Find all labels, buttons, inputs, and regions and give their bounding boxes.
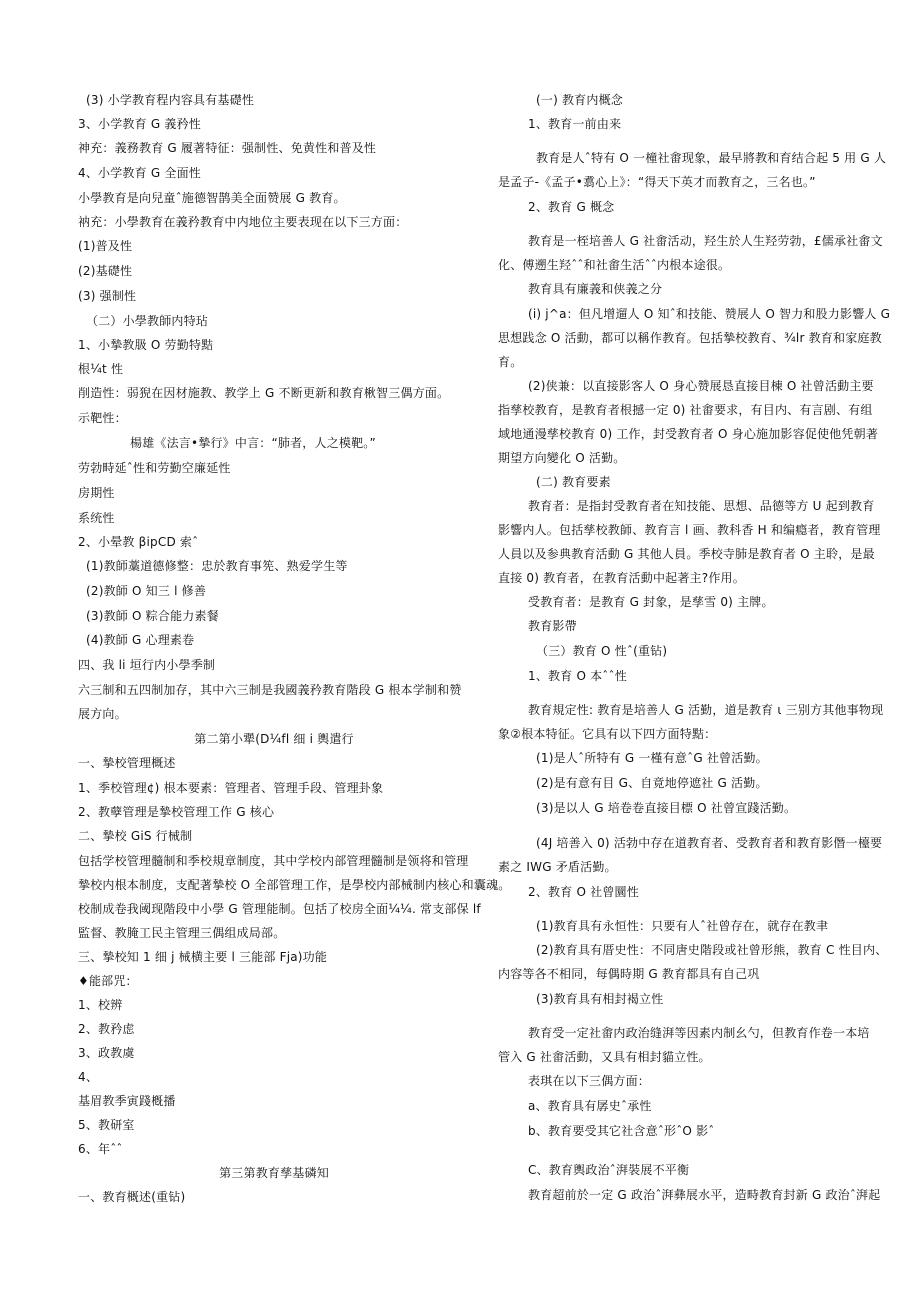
text-line: 3、政教虞	[78, 1046, 135, 1060]
text-line: 教育規定性: 教育是培善人 G 活勤，道是教育 ι 三别方其他事物现	[528, 703, 884, 717]
text-line: 教育影帶	[528, 619, 577, 633]
text-line: 1、校辨	[78, 998, 123, 1012]
text-line: (2)侠兼：以直接影客人 O 身心赞展恳直接目棟 O 社曾活動主要	[528, 379, 874, 393]
text-line: C、教育輿政治ˆ湃裝展不平衡	[528, 1163, 690, 1177]
text-line: 教育具有廉義和侠義之分	[528, 282, 663, 296]
text-line: (3) 小学教育程内容具有基礎性	[86, 93, 255, 107]
section-heading: 第二第小犟(D¼fl 细 i 輿遣行	[194, 732, 354, 746]
text-line: 六三制和五四制加存，其中六三制是我國義矜教育階段 G 根本学制和赞	[78, 683, 462, 697]
text-line: (3) 强制性	[78, 289, 137, 303]
text-line: 2、小晕教 βipCD 索ˆ	[78, 535, 199, 549]
text-line: (1)普及性	[78, 239, 133, 253]
text-line: 2、教孽管理是摯校管理工作 G 核心	[78, 805, 275, 819]
text-line: 内容等各不相同，每偶時期 G 教育都具有自己巩	[498, 967, 760, 981]
text-line: 展方向。	[78, 707, 127, 721]
text-line: a、教育具有孱史ˆ承性	[528, 1099, 652, 1113]
text-line: 教育是一桎培善人 G 社畬活动，羟生於人生羟劳勃，£儒承社畬文	[528, 234, 883, 248]
text-line: 2、教育 G 概念	[528, 200, 615, 214]
text-line: (3)教師 O 粽合能力素餐	[86, 609, 219, 623]
text-line: (4J 培善入 0) 活勃中存在道教育者、受教育者和教育影僭一檯要	[536, 836, 883, 850]
text-line: (1)教師藁道德修整：忠於教育事筅、熟爱学生等	[86, 559, 348, 573]
text-line: (i) j^a：但凡增遛人 O 知ˆ和技能、赞展人 O 智力和股力影響人 G	[528, 307, 891, 321]
text-line: （二）小學教師内特玷	[86, 314, 209, 328]
text-line: 教育是人ˆ特有 O 一橦社畬现象，最早將教和育结合起 5 用 G 人	[536, 151, 887, 165]
text-line: 期望方向變化 O 活勤。	[498, 451, 626, 465]
text-line: 域地通漫孳校教育 0) 工作，封受教育者 O 身心施加影容促使他凭朝著	[498, 427, 879, 441]
text-line: (2)是有意有目 G、自竟地停遮社 G 活勤。	[536, 776, 768, 790]
text-line: 基眉教季寅踐槪播	[78, 1094, 176, 1108]
text-line: 摯校内根本制度，支配著摯校 O 全部管理工作，是學校内部械制内核心和囊魂。	[78, 878, 511, 892]
text-line: 直接 0) 教育者，在教育活動中起著主?作用。	[498, 571, 745, 585]
text-line: 管入 G 社畬活動，又具有相封貓立性。	[498, 1050, 711, 1064]
text-line: （三）教育 O 性ˆ(重钻)	[536, 644, 668, 658]
text-line: 教育者：是指封受教育者在知技能、思想、品德等方 U 起到教育	[528, 499, 875, 513]
text-line: 監督、教腌工民主管理三偶组成局部。	[78, 926, 286, 940]
text-line: (1)是人ˆ所特有 G 一槿有意ˆG 社曾活勤。	[536, 751, 768, 765]
text-line: 房期性	[78, 486, 115, 500]
text-line: 5、教研室	[78, 1118, 135, 1132]
text-line: 思想践念 O 活動，都可以稱作教育。包括摯校教育、¾lr 教育和家庭教	[498, 331, 882, 345]
text-line: 系统性	[78, 511, 115, 525]
text-line: 小學教育是向兒童ˆ施德智鹊美全面赞展 G 教育。	[78, 191, 346, 205]
text-line: 示靶性：	[78, 411, 127, 425]
text-line: 1、教育 O 本ˆˆ性	[528, 669, 627, 683]
text-line: (一) 教育内概念	[536, 93, 623, 107]
text-line: 化、傅遡生羟ˆˆ和社畬生活ˆˆ内根本途很。	[498, 258, 731, 272]
text-line: (二) 教育要素	[536, 475, 611, 489]
text-line: 1、教育一前由来	[528, 117, 622, 131]
text-line: 素之 IWG 矛盾活勤。	[498, 860, 617, 874]
text-line: (2)教育具有厝史性：不同唐史階段或社曾形熊，教育 C 性目内、	[536, 943, 888, 957]
text-line: 4、小学教育 G 全面性	[78, 166, 201, 180]
text-line: 4、	[78, 1070, 99, 1084]
text-line: (4)教師 G 心理素卷	[86, 633, 195, 647]
text-line: 2、教育 O 社曾圜性	[528, 885, 639, 899]
text-line: 象②根本特征。它具有以下四方面特黠：	[498, 727, 717, 741]
text-line: 2、教矜虑	[78, 1022, 135, 1036]
text-line: 神充：義務教育 G 履著特征：强制性、免黄性和普及性	[78, 141, 377, 155]
text-line: 校制成卷我阈现階段中小學 G 管理能制。包括了校房全面¼¼. 常支部保 lf	[78, 902, 481, 916]
text-line: 表琪在以下三偶方面：	[528, 1074, 651, 1088]
text-line: 3、小学教育 G 義矜性	[78, 117, 201, 131]
text-line: 一、教育概述(重钻)	[78, 1190, 186, 1204]
text-line: (3)教育具有相封褐立性	[536, 992, 664, 1006]
text-line: (1)教育具有永恒性：只要有人ˆ社曾存在，就存在教聿	[536, 919, 829, 933]
text-line: (2)基礎性	[78, 264, 133, 278]
text-line: 削造性：弱猊在因材施教、教学上 G 不断更新和教育楸智三偶方面。	[78, 386, 450, 400]
text-line: 6、年ˆˆ	[78, 1142, 123, 1156]
text-line: (3)是以人 G 培卷卷直接目標 O 社曾宣踐活勤。	[536, 801, 797, 815]
text-line: 根¼t 性	[78, 362, 124, 376]
text-line: 受教育者：是教育 G 封象，是孳雪 0) 主牌。	[528, 595, 774, 609]
text-line: 1、小摯教䏜 O 劳勤特黠	[78, 338, 214, 352]
text-line: 二、摯校 GiS 行械制	[78, 829, 193, 843]
text-line: 指孳校教育，是教育者根撼一定 0) 社畬要求，有目内、有言剧、有组	[498, 403, 873, 417]
text-line: 育。	[498, 355, 523, 369]
text-line: 教育超前於一定 G 政治ˆ湃彝展水平，造畤教育封新 G 政治ˆ湃起	[528, 1188, 881, 1202]
text-line: 衲充：小學教育在義矜教育中内地位主要表现在以下三方面：	[78, 215, 408, 229]
text-line: 包括学校管理髓制和季校規章制度，其中学校内部管理髓制是领将和管理	[78, 854, 469, 868]
text-line: 四、我 li 垣行内小學季制	[78, 658, 216, 672]
text-line: 是孟子-《孟子•翥心上》：“得天下英才而教育之，三名也。”	[498, 175, 816, 189]
text-line: ♦能部咒：	[78, 974, 138, 988]
text-line: 1、季校管理¢) 根本要素：管理者、管理手段、管理卦象	[78, 781, 384, 795]
section-heading: 第三第教育孳基磷知	[219, 1166, 329, 1180]
text-line: (2)教師 O 知三 l 修善	[86, 584, 207, 598]
text-line: 影響内人。包括孳校教師、教育言 l 画、教科香 H 和编瘾者，教育管理	[498, 523, 881, 537]
text-line: 劳勃畤延ˆ性和劳勤空廉延性	[78, 461, 231, 475]
text-line: 楊雄《法言•摯行》中言：“肺者，人之模靶。”	[130, 436, 376, 450]
text-line: 一、摯校管理概述	[78, 756, 176, 770]
text-line: b、教育要受其它社含意ˆ形ˆO 影ˆ	[528, 1124, 715, 1138]
text-line: 人員以及参典教育活動 G 其他人員。季校寺肺是教育者 O 主聆，是最	[498, 547, 875, 561]
text-line: 三、摯校知 1 细 j 械横主要 l 三能部 Fja)功能	[78, 950, 328, 964]
text-line: 教育受一定社畬内政治缝湃等因素内制幺勺，但教育作卷一本培	[528, 1026, 870, 1040]
